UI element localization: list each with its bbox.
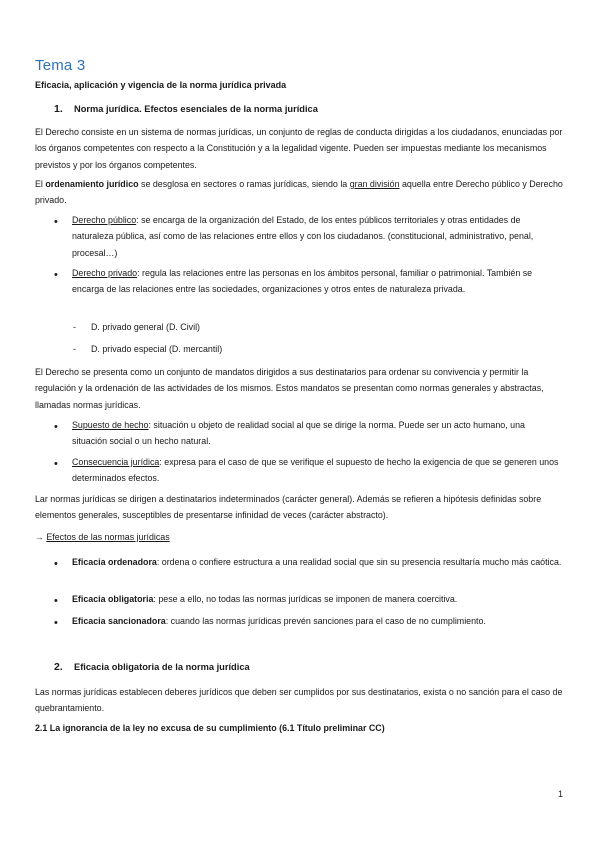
bullet-icon: • (54, 458, 58, 470)
document-title: Tema 3 (35, 57, 86, 74)
text-run: El (35, 179, 46, 189)
section-title: Eficacia obligatoria de la norma jurídica (74, 662, 250, 672)
list-item-text: : pese a ello, no todas las normas jurídicas se imponen de manera coercitiva. (153, 594, 458, 604)
bold-term: Eficacia sancionadora (72, 616, 166, 626)
section-number: 2. (54, 661, 63, 673)
list-item-text: : regula las relaciones entre las personas en los ámbitos personal, familiar o patrimonial. También se encarga de las relaciones entre las sociedades, organizaciones y otros entes de naturaleza privada. (72, 268, 533, 295)
bold-term: Eficacia ordenadora (72, 557, 157, 567)
section-2-heading (54, 661, 250, 673)
list-item (72, 554, 562, 570)
underlined-term: Consecuencia jurídica (72, 457, 160, 467)
list-item (72, 613, 562, 629)
paragraph (35, 176, 567, 209)
paragraph: Las normas jurídicas establecen deberes jurídicos que deben ser cumplidos por sus destinatarios, exista o no sanción para el caso de quebrantamiento. (35, 687, 563, 714)
underlined-term: Supuesto de hecho (72, 420, 149, 430)
paragraph: El Derecho se presenta como un conjunto de mandatos dirigidos a sus destinatarios para ordenar su convivencia y permitir la regulación y la ordenación de las actividades de los mismos. Estos mandatos se presentan como normas generales y abstractas, llamadas normas jurídicas. (35, 367, 544, 410)
dash-item: D. privado especial (D. mercantil) (91, 344, 223, 354)
list-item-text: : cuando las normas jurídicas prevén sanciones para el caso de no cumplimiento. (165, 616, 486, 626)
list-item (72, 591, 562, 607)
underlined-term: Derecho público (72, 215, 137, 225)
list-item (72, 265, 562, 298)
list-item-text: : situación u objeto de realidad social al que se dirige la norma. Puede ser un acto humano, una situación social o un hecho natural. (72, 420, 525, 447)
subsection-heading: 2.1 La ignorancia de la ley no excusa de su cumplimiento (6.1 Título preliminar CC) (35, 723, 385, 733)
arrow-icon: → (35, 532, 44, 542)
section-number: 1. (54, 103, 63, 115)
dash-icon: - (73, 322, 76, 332)
bold-term: Eficacia obligatoria (72, 594, 154, 604)
list-item-text: : ordena o confiere estructura a una realidad social que sin su presencia resultaría mucho más caótica. (156, 557, 562, 567)
list-item (72, 417, 562, 450)
section-title: Norma jurídica. Efectos esenciales de la norma jurídica (74, 104, 318, 114)
list-item-text: : se encarga de la organización del Estado, de los entes públicos territoriales y otras entidades de naturaleza pública, así como de las relaciones entre ellos y con los ciudadanos. (constitucional, administrativo, penal, procesal…) (72, 215, 534, 258)
paragraph: El Derecho consiste en un sistema de normas jurídicas, un conjunto de reglas de conducta dirigidas a los ciudadanos, enunciadas por los órganos competentes con respecto a la Constitución y a la legalidad vigente. Pueden ser impuestas mediante los mecanismos previstos y por los órganos competentes. (35, 127, 563, 170)
effects-heading (35, 529, 567, 545)
list-item-text: : expresa para el caso de que se verifique el supuesto de hecho la exigencia de que se generen unos determinados efectos. (72, 457, 559, 484)
bullet-icon: • (54, 269, 58, 281)
underlined-heading: Efectos de las normas jurídicas (46, 532, 170, 542)
bullet-icon: • (54, 617, 58, 629)
text-run: se desglosa en sectores o ramas jurídicas, siendo la (138, 179, 350, 189)
text-run: aquella entre Derecho público y Derecho privado. (35, 179, 563, 206)
bold-term: ordenamiento jurídico (45, 179, 139, 189)
bullet-icon: • (54, 421, 58, 433)
document-subtitle: Eficacia, aplicación y vigencia de la norma jurídica privada (35, 80, 287, 90)
dash-icon: - (73, 344, 76, 354)
page-number: 1 (558, 789, 564, 799)
section-1-heading (54, 103, 318, 115)
paragraph: Lar normas jurídicas se dirigen a destinatarios indeterminados (carácter general). Además se refieren a hipótesis definidas sobre elementos generales, susceptibles de presentarse infinidad de veces (carácter abstracto). (35, 494, 542, 521)
bullet-icon: • (54, 216, 58, 228)
underlined-term: Derecho privado (72, 268, 138, 278)
list-item (72, 454, 562, 487)
dash-item: D. privado general (D. Civil) (91, 322, 201, 332)
bullet-icon: • (54, 595, 58, 607)
list-item (72, 212, 562, 261)
underlined-term: gran división (349, 179, 400, 189)
bullet-icon: • (54, 558, 58, 570)
